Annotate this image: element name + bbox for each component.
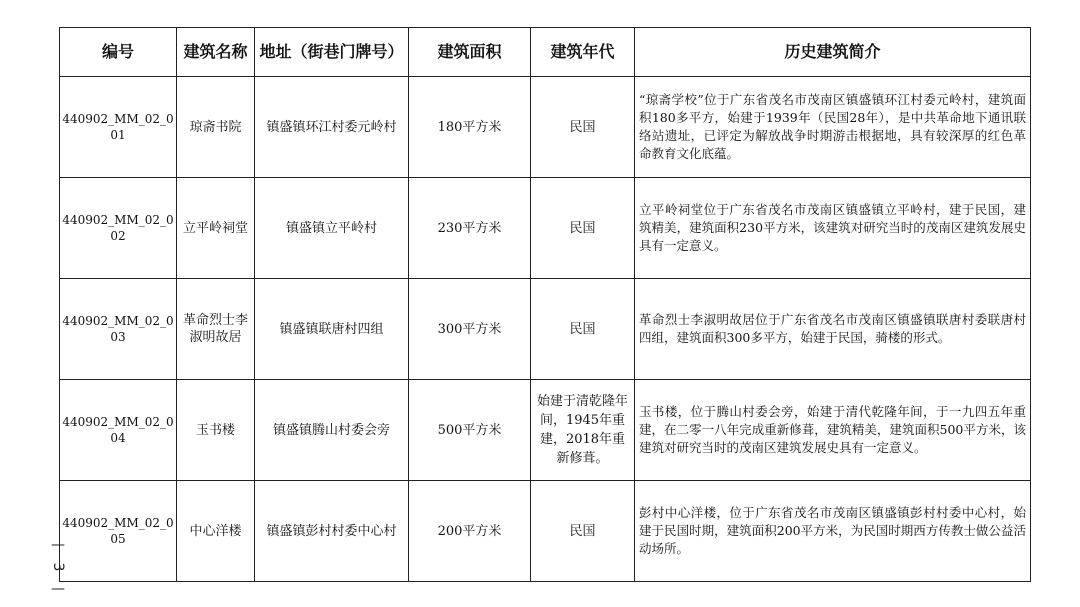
historic-buildings-table [59, 27, 1031, 582]
table-row [60, 481, 1031, 582]
cell-name: 中心洋楼 [177, 481, 255, 582]
cell-intro: 立平岭祠堂位于广东省茂名市茂南区镇盛镇立平岭村，建于民国，建筑精美，建筑面积230平方米，该建筑对研究当时的茂南区建筑发展史具有一定意义。 [635, 178, 1031, 279]
cell-code: 440902_MM_02_002 [60, 178, 177, 279]
cell-intro: “琼斋学校”位于广东省茂名市茂南区镇盛镇环江村委元岭村，建筑面积180多平方，始建于1939年（民国28年），是中共革命地下通讯联络站遗址，已评定为解放战争时期游击根据地，具有较深厚的红色革命教育文化底蕴。 [635, 77, 1031, 178]
cell-name: 玉书楼 [177, 380, 255, 481]
cell-name: 立平岭祠堂 [177, 178, 255, 279]
cell-era: 民国 [531, 481, 635, 582]
header-intro: 历史建筑简介 [635, 28, 1031, 77]
header-address: 地址（街巷门牌号） [255, 28, 409, 77]
table-header-row [60, 28, 1031, 77]
page-number-dash-top: — [51, 537, 65, 553]
cell-era: 民国 [531, 77, 635, 178]
header-area: 建筑面积 [409, 28, 531, 77]
cell-address: 镇盛镇彭村村委中心村 [255, 481, 409, 582]
cell-code: 440902_MM_02_005 [60, 481, 177, 582]
table-row [60, 380, 1031, 481]
cell-era: 民国 [531, 178, 635, 279]
cell-name: 琼斋书院 [177, 77, 255, 178]
cell-address: 镇盛镇联唐村四组 [255, 279, 409, 380]
cell-area: 200平方米 [409, 481, 531, 582]
header-name: 建筑名称 [177, 28, 255, 77]
cell-code: 440902_MM_02_003 [60, 279, 177, 380]
cell-intro: 彭村中心洋楼，位于广东省茂名市茂南区镇盛镇彭村村委中心村，始建于民国时期，建筑面积200平方米，为民国时期西方传教士做公益活动场所。 [635, 481, 1031, 582]
cell-address: 镇盛镇环江村委元岭村 [255, 77, 409, 178]
header-code: 编号 [60, 28, 177, 77]
cell-area: 180平方米 [409, 77, 531, 178]
cell-code: 440902_MM_02_004 [60, 380, 177, 481]
cell-area: 230平方米 [409, 178, 531, 279]
page-number [50, 536, 66, 598]
cell-address: 镇盛镇立平岭村 [255, 178, 409, 279]
cell-address: 镇盛镇腾山村委会旁 [255, 380, 409, 481]
header-era: 建筑年代 [531, 28, 635, 77]
cell-name: 革命烈士李淑明故居 [177, 279, 255, 380]
cell-era: 民国 [531, 279, 635, 380]
page-number-dash-bottom: — [51, 581, 65, 597]
cell-era: 始建于清乾隆年间，1945年重建，2018年重新修葺。 [531, 380, 635, 481]
cell-code: 440902_MM_02_001 [60, 77, 177, 178]
cell-intro: 革命烈士李淑明故居位于广东省茂名市茂南区镇盛镇联唐村委联唐村四组，建筑面积300多平方，始建于民国，骑楼的形式。 [635, 279, 1031, 380]
page-number-digit: 3 [50, 562, 66, 572]
cell-area: 500平方米 [409, 380, 531, 481]
cell-intro: 玉书楼，位于腾山村委会旁，始建于清代乾隆年间，于一九四五年重建，在二零一八年完成重新修葺，建筑精美，建筑面积500平方米，该建筑对研究当时的茂南区建筑发展史具有一定意义。 [635, 380, 1031, 481]
table-row [60, 77, 1031, 178]
cell-area: 300平方米 [409, 279, 531, 380]
table-row [60, 279, 1031, 380]
table-row [60, 178, 1031, 279]
